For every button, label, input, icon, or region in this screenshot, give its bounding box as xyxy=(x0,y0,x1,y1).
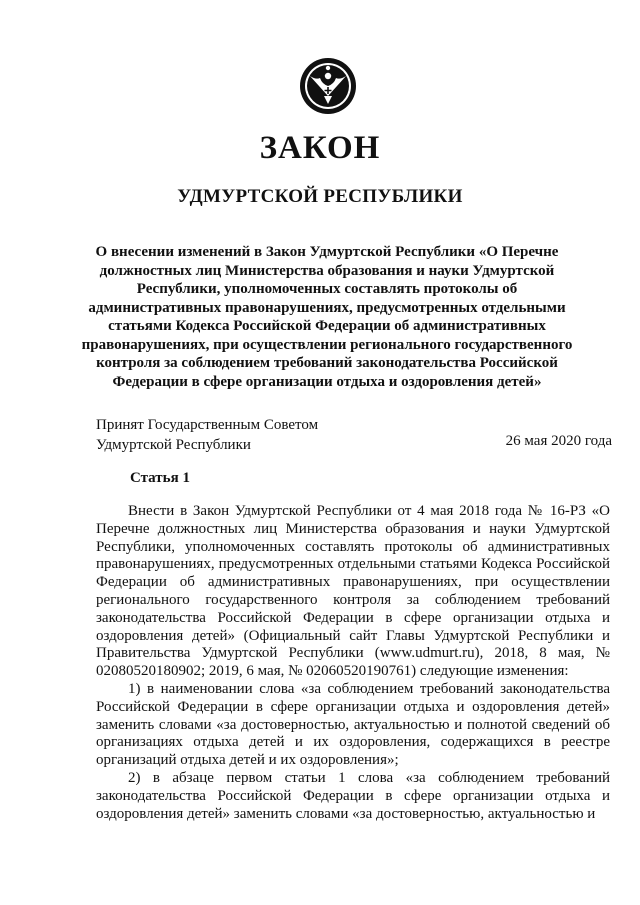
adoption-line-2: Удмуртской Республики xyxy=(96,437,251,453)
article-paragraph: Внести в Закон Удмуртской Республики от 4 мая 2018 года № 16-РЗ «О Перечне должностных лиц Министерства образования и науки Удмуртской Республики, уполномоченных составлять протоколы об административных правонарушениях, предусмотренных отдельными статьями Кодекса Российской Федерации об административных правонарушениях, при осуществлении регионального государственного контроля за соблюдением требований законодательства Российской Федерации в сфере организации отдыха и оздоровления детей» (Официальный сайт Главы Удмуртской Республики и Правительства Удмуртской Республики (www.udmurt.ru), 2018, 8 мая, № 02080520180902; 2019, 6 мая, № 02060520190761) следующие изменения: xyxy=(96,503,610,680)
law-subject: О внесении изменений в Закон Удмуртской Республики «О Перечне должностных лиц Министерства образования и науки Удмуртской Республики, уполномоченных составлять протоколы об административных правонарушениях, предусмотренных отдельными статьями Кодекса Российской Федерации об административных правонарушениях, при осуществлении регионального государственного контроля за соблюдением требований законодательства Российской Федерации в сфере организации отдыха и оздоровления детей» xyxy=(81,244,573,390)
udmurt-republic-emblem-icon xyxy=(298,56,358,116)
article-paragraph: 2) в абзаце первом статьи 1 слова «за соблюдением требований законодательства Российской Федерации в сфере организации отдыха и оздоровления детей» заменить словами «за достоверностью, актуальностью и xyxy=(96,769,610,822)
article-heading: Статья 1 xyxy=(130,470,190,486)
article-paragraph: 1) в наименовании слова «за соблюдением требований законодательства Российской Федерации в сфере организации отдыха и оздоровления детей» заменить словами «за достоверностью, актуальностью и полнотой сведений об организациях отдыха детей и их оздоровления, содержащихся в реестре организаций отдыха детей и их оздоровления»; xyxy=(96,680,610,769)
republic-name: УДМУРТСКОЙ РЕСПУБЛИКИ xyxy=(177,186,463,207)
adoption-info xyxy=(96,415,396,455)
article-body xyxy=(96,503,610,823)
adoption-date: 26 мая 2020 года xyxy=(505,433,612,449)
adoption-line-1: Принят Государственным Советом xyxy=(96,417,319,433)
law-title: ЗАКОН xyxy=(259,130,381,166)
